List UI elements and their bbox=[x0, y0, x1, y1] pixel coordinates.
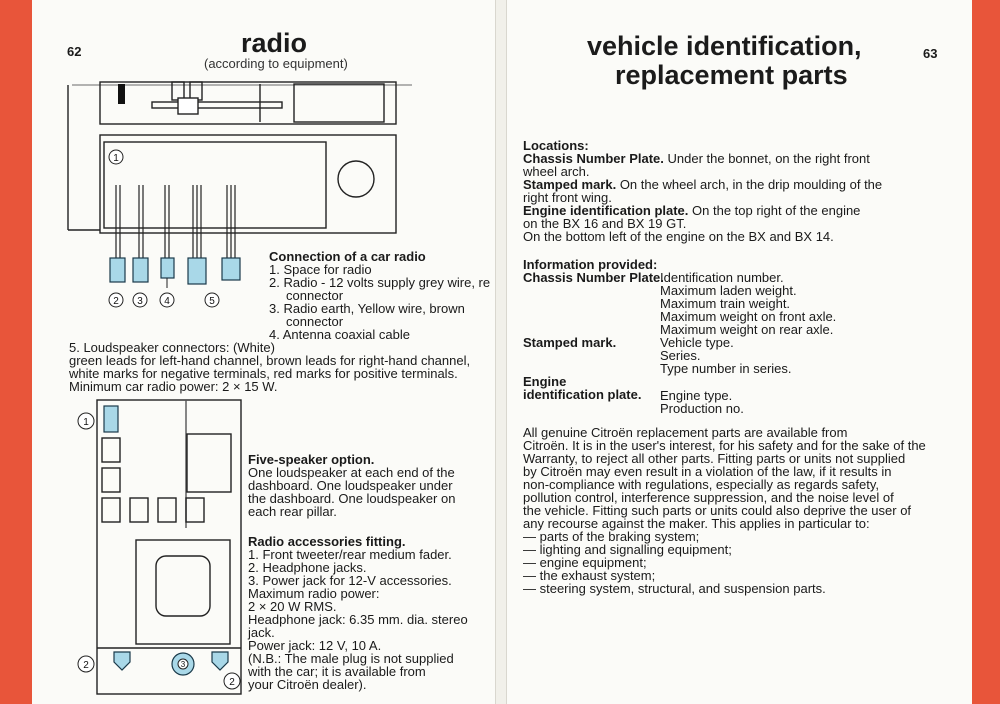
locations-desc: On the top right of the engine bbox=[688, 203, 861, 218]
locations-desc: Under the bonnet, on the right front bbox=[663, 151, 870, 166]
parts-bullet: — lighting and signalling equipment; bbox=[523, 542, 732, 557]
loudspeaker-line: Minimum car radio power: 2 × 15 W. bbox=[69, 379, 278, 394]
page-title-line2: replacement parts bbox=[615, 60, 848, 90]
info-value: Maximum laden weight. bbox=[660, 283, 797, 298]
accessories-line: 1. Front tweeter/rear medium fader. bbox=[248, 547, 452, 562]
connection-item: 3. Radio earth, Yellow wire, brown bbox=[269, 301, 465, 316]
accessories-line: 2. Headphone jacks. bbox=[248, 560, 367, 575]
connection-item: connector bbox=[286, 288, 344, 303]
locations-desc: right front wing. bbox=[523, 190, 612, 205]
parts-paragraph bbox=[523, 426, 926, 530]
parts-bullet: — the exhaust system; bbox=[523, 568, 656, 583]
callout-b2-label: 2 bbox=[83, 660, 89, 671]
loudspeaker-text bbox=[69, 341, 470, 393]
info-value: Type number in series. bbox=[660, 361, 792, 376]
five-speaker-text bbox=[248, 466, 455, 518]
parts-bullet: — steering system, structural, and suspension parts. bbox=[523, 581, 826, 596]
headphone-jack-left bbox=[114, 652, 130, 670]
connection-list bbox=[269, 263, 490, 341]
connector-2 bbox=[110, 258, 125, 282]
loudspeaker-line: green leads for left-hand channel, brown leads for right-hand channel, bbox=[69, 353, 471, 368]
info-label-chassis: Chassis Number Plate. bbox=[523, 270, 664, 285]
right-page bbox=[507, 0, 972, 704]
info-value: Maximum train weight. bbox=[660, 296, 791, 311]
connector-5a bbox=[188, 258, 206, 284]
callout-5-label: 5 bbox=[209, 296, 215, 307]
parts-bullet: — parts of the braking system; bbox=[523, 529, 700, 544]
locations-desc: wheel arch. bbox=[523, 164, 590, 179]
connector-4 bbox=[161, 258, 174, 278]
parts-bullet: — engine equipment; bbox=[523, 555, 647, 570]
console-diagram bbox=[72, 398, 242, 698]
loudspeaker-line: white marks for negative terminals, red marks for positive terminals. bbox=[69, 366, 458, 381]
locations-heading: Locations: bbox=[523, 138, 589, 153]
page-title-line1: vehicle identification, bbox=[587, 31, 862, 61]
page-number: 62 bbox=[67, 44, 82, 59]
parts-line: by Citroën may even result in a violation of the law, if it results in bbox=[523, 464, 892, 479]
connection-item: connector bbox=[286, 314, 344, 329]
info-value: Maximum weight on rear axle. bbox=[660, 322, 834, 337]
page-subtitle: (according to equipment) bbox=[204, 56, 348, 71]
locations-line bbox=[523, 230, 882, 243]
five-speaker-line: the dashboard. One loudspeaker on bbox=[248, 491, 456, 506]
parts-line: All genuine Citroën replacement parts are available from bbox=[523, 425, 848, 440]
page-number: 63 bbox=[923, 46, 938, 61]
accessories-line: 2 × 20 W RMS. bbox=[248, 599, 337, 614]
info-value: Vehicle type. bbox=[660, 335, 734, 350]
accessories-line: Headphone jack: 6.35 mm. dia. stereo bbox=[248, 612, 468, 627]
five-speaker-heading: Five-speaker option. bbox=[248, 452, 375, 467]
locations-text bbox=[523, 152, 882, 243]
fader-control bbox=[104, 406, 118, 432]
info-value: Series. bbox=[660, 348, 701, 363]
accessories-line: Maximum radio power: bbox=[248, 586, 380, 601]
locations-desc: on the BX 16 and BX 19 GT. bbox=[523, 216, 687, 231]
accessories-line: jack. bbox=[248, 625, 275, 640]
info-value: Maximum weight on front axle. bbox=[660, 309, 837, 324]
accessories-line: your Citroën dealer). bbox=[248, 677, 367, 692]
connector-5b bbox=[222, 258, 240, 280]
callout-4-label: 4 bbox=[164, 296, 170, 307]
parts-line: non-compliance with regulations, especially as regards safety, bbox=[523, 477, 879, 492]
parts-bullets bbox=[523, 530, 826, 595]
accessories-line: 3. Power jack for 12-V accessories. bbox=[248, 573, 452, 588]
book-gutter bbox=[495, 0, 507, 704]
accessories-line: (N.B.: The male plug is not supplied bbox=[248, 651, 454, 666]
accessories-line: with the car; it is available from bbox=[248, 664, 426, 679]
locations-term: Engine identification plate. bbox=[523, 203, 689, 218]
connection-heading: Connection of a car radio bbox=[269, 249, 426, 264]
parts-line: any recourse against the maker. This applies in particular to: bbox=[523, 516, 870, 531]
info-values-engine bbox=[660, 389, 744, 415]
five-speaker-line: dashboard. One loudspeaker under bbox=[248, 478, 453, 493]
parts-line: pollution control, interference suppression, and the noise level of bbox=[523, 490, 894, 505]
connection-item: 1. Space for radio bbox=[269, 262, 372, 277]
parts-line: the vehicle. Fitting such parts or units could also deprive the user of bbox=[523, 503, 912, 518]
left-page bbox=[32, 0, 495, 704]
info-heading: Information provided: bbox=[523, 257, 658, 272]
accessories-line: Power jack: 12 V, 10 A. bbox=[248, 638, 382, 653]
info-value: Engine type. bbox=[660, 388, 733, 403]
accessories-text bbox=[248, 548, 468, 691]
locations-term: Chassis Number Plate. bbox=[523, 151, 664, 166]
callout-b3-label: 3 bbox=[180, 660, 186, 669]
parts-line: Warranty, to reject all other parts. Fitting parts or units not supplied bbox=[523, 451, 906, 466]
loudspeaker-line: 5. Loudspeaker connectors: (White) bbox=[69, 340, 275, 355]
headphone-jack-right bbox=[212, 652, 228, 670]
accessories-heading: Radio accessories fitting. bbox=[248, 534, 406, 549]
info-value: Identification number. bbox=[660, 270, 784, 285]
locations-desc: On the bottom left of the engine on the BX and BX 14. bbox=[523, 229, 834, 244]
callout-3-label: 3 bbox=[137, 296, 143, 307]
parts-line: Citroën. It is in the user's interest, for his safety and for the sake of the bbox=[523, 438, 926, 453]
callout-1-label: 1 bbox=[113, 153, 119, 164]
connection-item: 2. Radio - 12 volts supply grey wire, re bbox=[269, 275, 491, 290]
locations-desc: On the wheel arch, in the drip moulding of the bbox=[616, 177, 883, 192]
callout-b1-label: 1 bbox=[83, 417, 89, 428]
callout-2-label: 2 bbox=[113, 296, 119, 307]
connector-3 bbox=[133, 258, 148, 282]
callout-b4-label: 2 bbox=[229, 677, 235, 688]
info-values-stamped bbox=[660, 336, 792, 375]
black-bar bbox=[118, 84, 125, 104]
connection-item: 4. Antenna coaxial cable bbox=[269, 327, 410, 342]
info-values-chassis bbox=[660, 271, 836, 336]
locations-term: Stamped mark. bbox=[523, 177, 617, 192]
info-value: Production no. bbox=[660, 401, 744, 416]
five-speaker-line: each rear pillar. bbox=[248, 504, 337, 519]
five-speaker-line: One loudspeaker at each end of the bbox=[248, 465, 455, 480]
info-label-engine: Engine identification plate. bbox=[523, 374, 642, 402]
page-title: radio bbox=[241, 28, 308, 58]
info-label-stamped: Stamped mark. bbox=[523, 335, 617, 350]
